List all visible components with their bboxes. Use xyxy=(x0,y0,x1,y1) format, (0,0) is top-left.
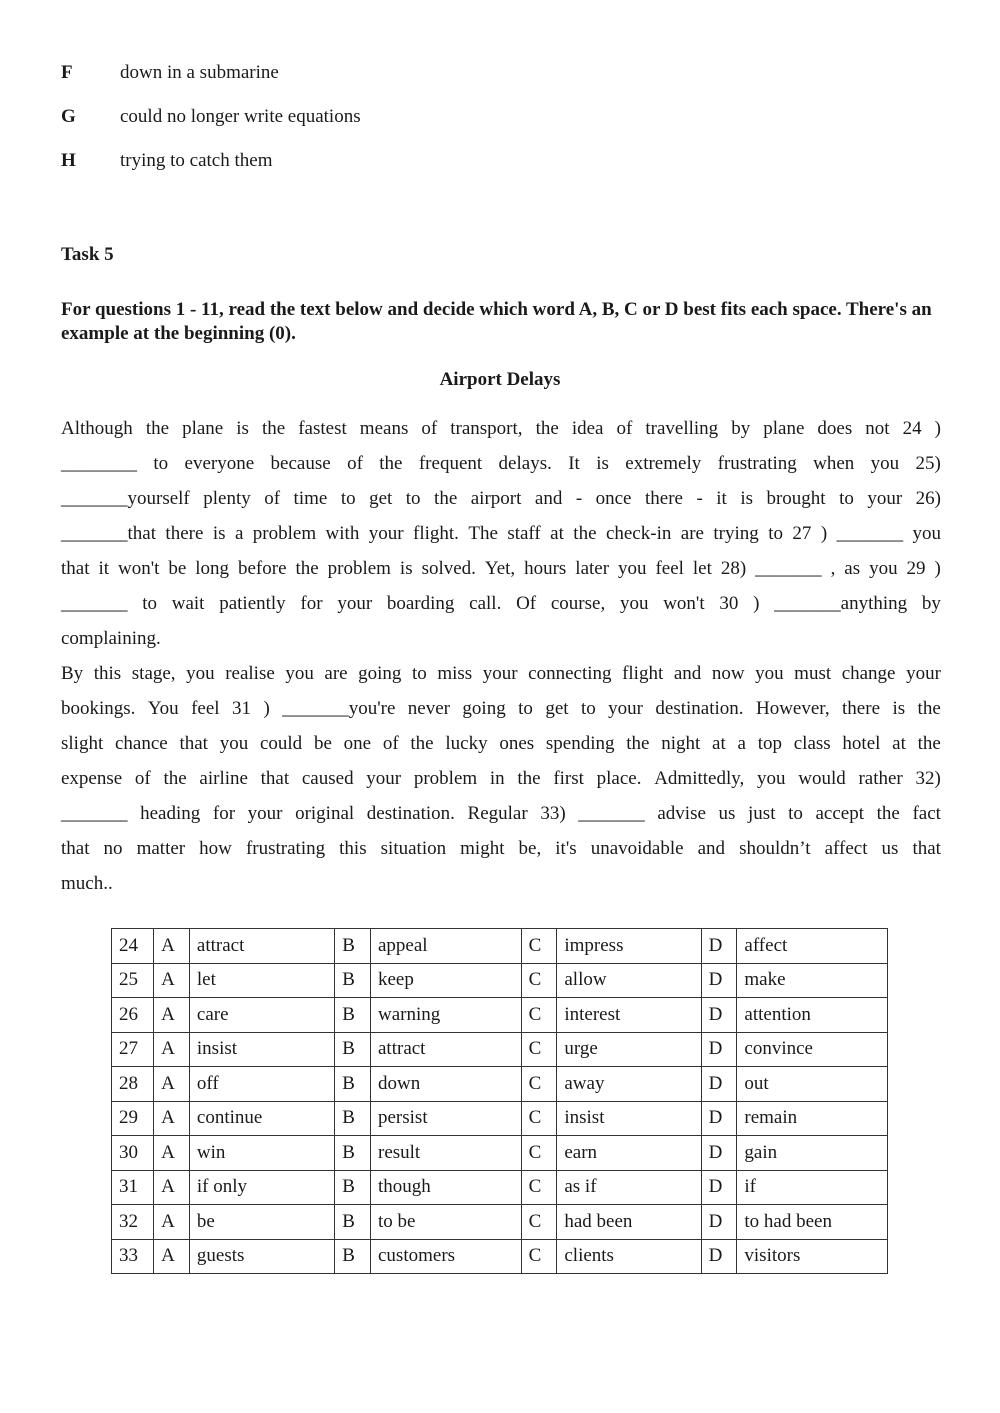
passage-line: Although the plane is the fastest means of transport, the idea of travelling by plane does not 24 ) xyxy=(61,418,941,439)
question-number: 33 xyxy=(112,1239,154,1274)
option-word-b: result xyxy=(371,1136,522,1171)
option-letter-d: D xyxy=(701,929,737,964)
option-word-a: be xyxy=(189,1205,334,1240)
option-word-a: off xyxy=(189,1067,334,1102)
option-word-d: make xyxy=(737,963,888,998)
option-word-d: affect xyxy=(737,929,888,964)
passage-line: _______yourself plenty of time to get to the airport and - once there - it is brought to your 26) xyxy=(61,488,941,509)
question-number: 25 xyxy=(112,963,154,998)
option-letter-c: C xyxy=(521,1032,557,1067)
option-word-d: remain xyxy=(737,1101,888,1136)
option-word-c: as if xyxy=(557,1170,701,1205)
option-word-d: to had been xyxy=(737,1205,888,1240)
option-letter-d: D xyxy=(701,1170,737,1205)
option-word-b: though xyxy=(371,1170,522,1205)
option-word-c: clients xyxy=(557,1239,701,1274)
option-word-d: out xyxy=(737,1067,888,1102)
option-word-c: impress xyxy=(557,929,701,964)
passage-line: that no matter how frustrating this situation might be, it's unavoidable and shouldn’t affect us that xyxy=(61,838,941,859)
option-letter-a: A xyxy=(154,1101,190,1136)
option-letter-b: B xyxy=(335,1205,371,1240)
option-letter-d: D xyxy=(701,1032,737,1067)
option-word-c: insist xyxy=(557,1101,701,1136)
passage-line: _______ heading for your original destination. Regular 33) _______ advise us just to accept the fact xyxy=(61,803,941,824)
option-word-d: gain xyxy=(737,1136,888,1171)
question-number: 32 xyxy=(112,1205,154,1240)
option-letter-c: C xyxy=(521,963,557,998)
passage-line: bookings. You feel 31 ) _______you're never going to get to your destination. However, there is the xyxy=(61,698,941,719)
question-number: 24 xyxy=(112,929,154,964)
option-letter-a: A xyxy=(154,963,190,998)
option-letter-b: B xyxy=(335,1032,371,1067)
option-letter-d: D xyxy=(701,1067,737,1102)
passage-line: much.. xyxy=(61,873,113,894)
option-letter-a: A xyxy=(154,998,190,1033)
option-text: down in a submarine xyxy=(120,62,279,83)
option-letter-c: C xyxy=(521,1136,557,1171)
option-letter: H xyxy=(61,150,76,171)
option-letter-b: B xyxy=(335,1067,371,1102)
option-word-b: customers xyxy=(371,1239,522,1274)
question-number: 31 xyxy=(112,1170,154,1205)
question-number: 30 xyxy=(112,1136,154,1171)
task-title: Task 5 xyxy=(61,244,114,265)
option-word-d: convince xyxy=(737,1032,888,1067)
table-row xyxy=(112,1136,888,1171)
option-letter-d: D xyxy=(701,1239,737,1274)
option-letter-d: D xyxy=(701,1205,737,1240)
option-letter-b: B xyxy=(335,1170,371,1205)
option-text: could no longer write equations xyxy=(120,106,361,127)
option-letter-c: C xyxy=(521,998,557,1033)
question-number: 26 xyxy=(112,998,154,1033)
table-row xyxy=(112,1239,888,1274)
passage-line: that it won't be long before the problem is solved. Yet, hours later you feel let 28) _______ , as you 29 ) xyxy=(61,558,941,579)
option-word-c: earn xyxy=(557,1136,701,1171)
option-word-c: allow xyxy=(557,963,701,998)
option-letter-b: B xyxy=(335,929,371,964)
option-word-a: let xyxy=(189,963,334,998)
option-word-b: attract xyxy=(371,1032,522,1067)
option-word-c: had been xyxy=(557,1205,701,1240)
table-row xyxy=(112,998,888,1033)
option-letter-d: D xyxy=(701,998,737,1033)
table-row xyxy=(112,1205,888,1240)
option-letter-c: C xyxy=(521,1067,557,1102)
option-letter-c: C xyxy=(521,1101,557,1136)
table-row xyxy=(112,1101,888,1136)
passage-line: expense of the airline that caused your problem in the first place. Admittedly, you would rather 32) xyxy=(61,768,941,789)
option-word-a: guests xyxy=(189,1239,334,1274)
option-word-d: if xyxy=(737,1170,888,1205)
option-letter-b: B xyxy=(335,998,371,1033)
table-row xyxy=(112,929,888,964)
option-word-d: visitors xyxy=(737,1239,888,1274)
option-word-a: care xyxy=(189,998,334,1033)
option-word-c: urge xyxy=(557,1032,701,1067)
option-letter-d: D xyxy=(701,1136,737,1171)
option-word-c: away xyxy=(557,1067,701,1102)
passage-line: _______that there is a problem with your flight. The staff at the check-in are trying to 27 ) _______ you xyxy=(61,523,941,544)
passage-line: _______ to wait patiently for your boarding call. Of course, you won't 30 ) _______anything by xyxy=(61,593,941,614)
option-letter-a: A xyxy=(154,1136,190,1171)
option-letter-a: A xyxy=(154,929,190,964)
option-letter-c: C xyxy=(521,1239,557,1274)
option-letter-c: C xyxy=(521,929,557,964)
question-number: 27 xyxy=(112,1032,154,1067)
option-letter-b: B xyxy=(335,1136,371,1171)
passage-line: complaining. xyxy=(61,628,161,649)
option-letter-a: A xyxy=(154,1205,190,1240)
option-letter-c: C xyxy=(521,1170,557,1205)
text-title: Airport Delays xyxy=(439,369,561,390)
option-word-a: if only xyxy=(189,1170,334,1205)
option-word-b: down xyxy=(371,1067,522,1102)
option-word-b: warning xyxy=(371,998,522,1033)
option-word-a: win xyxy=(189,1136,334,1171)
option-letter-a: A xyxy=(154,1032,190,1067)
passage-text xyxy=(61,414,941,904)
option-letter-c: C xyxy=(521,1205,557,1240)
option-letter-b: B xyxy=(335,1239,371,1274)
option-word-a: insist xyxy=(189,1032,334,1067)
option-word-a: continue xyxy=(189,1101,334,1136)
option-letter-a: A xyxy=(154,1239,190,1274)
question-number: 29 xyxy=(112,1101,154,1136)
option-letter-b: B xyxy=(335,963,371,998)
option-word-b: persist xyxy=(371,1101,522,1136)
passage-line: ________ to everyone because of the frequent delays. It is extremely frustrating when you 25) xyxy=(61,453,941,474)
option-word-b: to be xyxy=(371,1205,522,1240)
answer-options-table xyxy=(111,928,888,1274)
option-letter-d: D xyxy=(701,963,737,998)
task-instructions: For questions 1 - 11, read the text below and decide which word A, B, C or D best fits each space. There's an example at the beginning (0). xyxy=(61,299,932,344)
table-row xyxy=(112,1170,888,1205)
option-word-c: interest xyxy=(557,998,701,1033)
option-word-b: keep xyxy=(371,963,522,998)
option-letter-a: A xyxy=(154,1170,190,1205)
question-number: 28 xyxy=(112,1067,154,1102)
option-letter-d: D xyxy=(701,1101,737,1136)
table-row xyxy=(112,963,888,998)
option-word-d: attention xyxy=(737,998,888,1033)
table-row xyxy=(112,1067,888,1102)
option-letter: F xyxy=(61,62,73,83)
option-word-a: attract xyxy=(189,929,334,964)
option-word-b: appeal xyxy=(371,929,522,964)
option-text: trying to catch them xyxy=(120,150,273,171)
passage-line: By this stage, you realise you are going to miss your connecting flight and now you must change your xyxy=(61,663,941,684)
passage-line: slight chance that you could be one of the lucky ones spending the night at a top class hotel at the xyxy=(61,733,941,754)
table-row xyxy=(112,1032,888,1067)
option-letter: G xyxy=(61,106,76,127)
option-letter-a: A xyxy=(154,1067,190,1102)
option-letter-b: B xyxy=(335,1101,371,1136)
